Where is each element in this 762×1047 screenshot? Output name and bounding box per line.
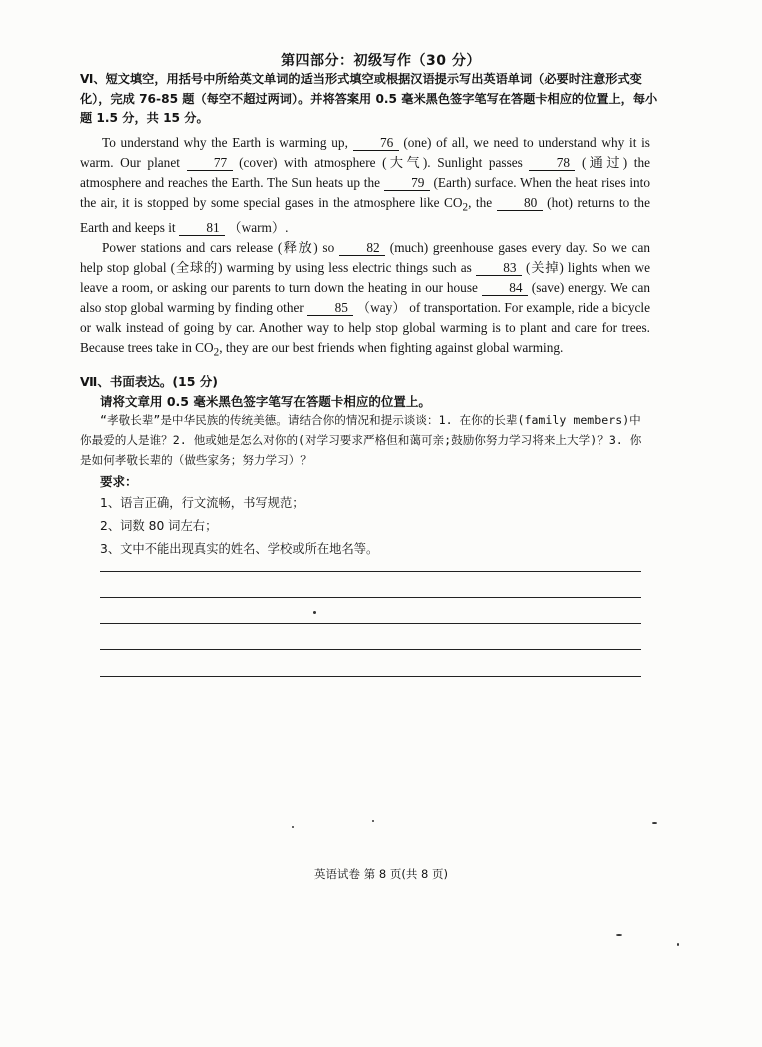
passage-text: (通过) the atmosphere and reaches the Earth. The Sun heats up the: [80, 155, 650, 190]
scan-speck: [616, 934, 622, 936]
blank-79: 79: [384, 175, 430, 191]
writing-prompt-text: “孝敬长辈”是中华民族的传统美德。请结合你的情况和提示谈谈：1. 在你的长辈(family members)中你最爱的人是谁？2. 他或她是怎么对你的(对学习要求严格但和蔼可亲;鼓励你努力学习将来上大学)？3. 你是如何孝敬长辈的（做些家务；努力学习）？: [80, 413, 642, 467]
section6-instructions: Ⅵ、短文填空，用括号中所给英文单词的适当形式填空或根据汉语提示写出英语单词（必要时注意形式变化），完成 76-85 题（每空不超过两词）。并将答案用 0.5 毫米黑色签字笔写在答题卡相应的位置上，每小题 1.5 分，共 15 分。: [80, 72, 658, 125]
passage-paragraph-1: [80, 133, 650, 238]
answer-line[interactable]: [100, 676, 641, 677]
answer-line[interactable]: [100, 571, 641, 572]
blank-76: 76: [353, 135, 399, 151]
passage-text: (Earth) surface. When the heat rises into the air, it is stopped by some special gases in the atmosphere like CO: [80, 175, 651, 210]
blank-78: 78: [529, 155, 575, 171]
blank-81: 81: [179, 220, 225, 236]
section7-instruction: 请将文章用 0.5 毫米黑色签字笔写在答题卡相应的位置上。: [100, 394, 431, 409]
subscript-2: 2: [462, 201, 469, 214]
passage-paragraph-2: [80, 238, 650, 363]
scan-speck: [677, 943, 679, 946]
blank-84: 84: [482, 280, 528, 296]
scan-speck: [313, 611, 316, 614]
passage-text: (one) of all, we need to understand why it is warm. Our planet: [80, 135, 650, 170]
answer-line[interactable]: [100, 597, 641, 598]
blank-80: 80: [497, 195, 543, 211]
requirement-item: 1、语言正确，行文流畅，书写规范；: [100, 496, 305, 510]
requirement-item: 3、文中不能出现真实的姓名、学校或所在地名等。: [100, 542, 379, 556]
passage-text: To understand why the Earth is warming up,: [102, 135, 348, 150]
blank-85: 85: [307, 300, 353, 316]
passage-text: (关掉) lights when we leave a room, or asking our parents to turn down the heating in our house: [80, 259, 650, 295]
passage-text: , they are our best friends when fighting against global warming.: [219, 339, 564, 355]
blank-82: 82: [339, 240, 385, 256]
part-title: 第四部分：初级写作（30 分）: [281, 53, 481, 69]
requirements-list: [100, 492, 378, 561]
answer-line[interactable]: [100, 649, 641, 650]
requirements-title: 要求：: [100, 474, 138, 489]
passage-text: （way） of transportation. For example, ride a bicycle or walk instead of going by car. Another way to help stop global warming is to plant and care for trees. Because trees take in CO: [80, 299, 650, 355]
requirement-item: 2、词数 80 词左右；: [100, 519, 218, 533]
passage-text: (hot) returns to the Earth and keeps it: [80, 195, 650, 235]
scan-speck: [292, 826, 294, 828]
passage-text: (cover) with atmosphere (大气). Sunlight passes: [239, 155, 523, 170]
passage-text: （warm）.: [228, 219, 289, 235]
cloze-passage: [80, 133, 650, 362]
passage-text: (save) energy. We can also stop global warming by finding other: [80, 279, 651, 315]
subscript-2: 2: [213, 346, 220, 359]
writing-prompt: [80, 410, 648, 470]
blank-83: 83: [476, 260, 522, 276]
page-footer: 英语试卷 第 8 页(共 8 页): [314, 867, 448, 881]
passage-text: , the: [468, 195, 493, 210]
passage-text: Power stations and cars release (释放) so: [102, 239, 335, 255]
section7-title: Ⅶ、书面表达。(15 分): [80, 374, 218, 389]
answer-line[interactable]: [100, 623, 641, 624]
scan-speck: [652, 822, 657, 824]
scan-speck: [372, 820, 374, 822]
passage-text: (much) greenhouse gases every day. So we can help stop global (全球的) warming by using less electric things such as: [80, 239, 650, 275]
blank-77: 77: [187, 155, 233, 171]
